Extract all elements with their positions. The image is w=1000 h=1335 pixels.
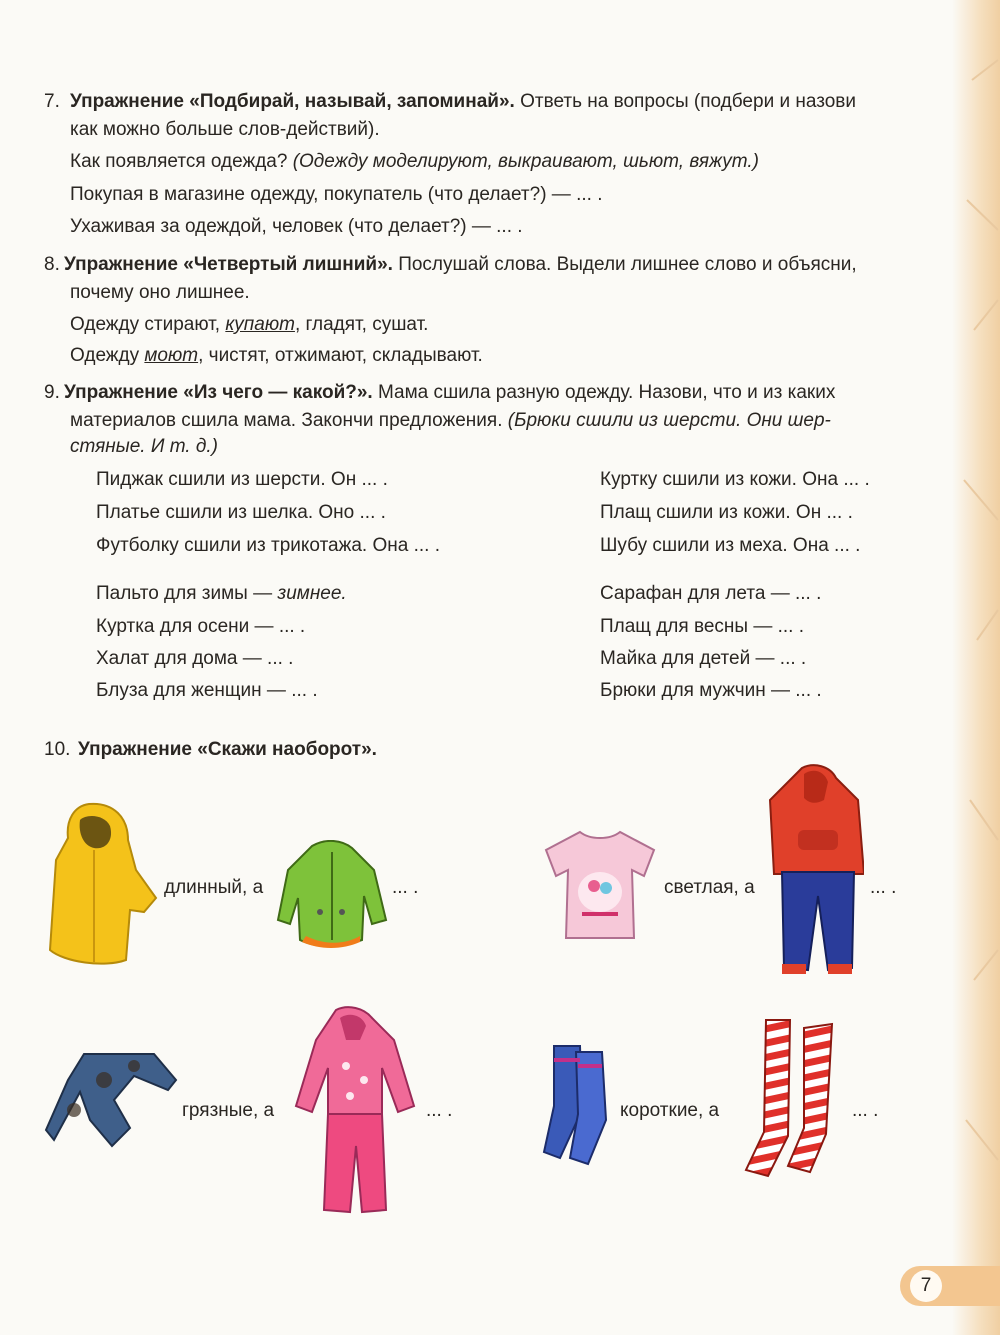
odd-word: купают xyxy=(225,314,295,335)
example-answer: (Одежду моделируют, выкраивают, шьют, вяжут.) xyxy=(292,151,759,172)
dirty-jeans-image xyxy=(44,1050,184,1150)
sentence: Майка для детей — ... . xyxy=(600,648,807,669)
exercise-number: 8. xyxy=(44,254,60,275)
example-answer: зимнее. xyxy=(277,583,347,604)
sentence: Куртку сшили из кожи. Она ... . xyxy=(600,469,870,490)
green-short-jacket-image xyxy=(276,840,388,952)
red-hoodie-and-blue-pants-image xyxy=(768,764,864,982)
exercise-number: 9. xyxy=(44,382,60,403)
sentence: Шубу сшили из меха. Она ... . xyxy=(600,535,861,556)
sentence: Брюки для мужчин — ... . xyxy=(600,680,822,701)
sentence: Пальто для зимы — зимнее. xyxy=(96,583,347,604)
short-blue-socks-image xyxy=(540,1040,618,1166)
exercise-instruction: Послушай слова. Выдели лишнее слово и объясни, xyxy=(398,254,857,275)
answer-blank: ... . xyxy=(392,877,419,898)
answer-blank: ... . xyxy=(426,1100,453,1121)
exercise-instruction: Ответь на вопросы (подбери и назови xyxy=(520,91,856,112)
question: Покупая в магазине одежду, покупатель (что делает?) — ... . xyxy=(70,184,603,205)
sentence: Куртка для осени — ... . xyxy=(96,616,306,637)
page-number: 7 xyxy=(910,1270,942,1302)
pink-snowsuit-image xyxy=(290,1006,420,1218)
exercise-number: 10. xyxy=(44,739,71,760)
example-answer-cont: стяные. И т. д.) xyxy=(70,436,218,457)
exercise-title: Упражнение «Подбирай, называй, запоминай». xyxy=(70,91,515,112)
odd-word: моют xyxy=(144,345,199,366)
decorative-page-edge xyxy=(952,0,1000,1335)
question: Как появляется одежда? xyxy=(70,151,288,172)
sentence: Футболку сшили из трикотажа. Она ... . xyxy=(96,535,440,556)
sentence: Плащ для весны — ... . xyxy=(600,616,805,637)
exercise-instruction-cont: как можно больше слов-действий). xyxy=(70,119,380,140)
page-number-badge xyxy=(900,1266,1000,1306)
word-line: Одежду моют, чистят, отжимают, складывают. xyxy=(70,345,483,366)
sentence: Плащ сшили из кожи. Он ... . xyxy=(600,502,853,523)
sentence: Блуза для женщин — ... . xyxy=(96,680,318,701)
long-striped-socks-image xyxy=(742,1016,846,1184)
exercise-title: Упражнение «Из чего — какой?». xyxy=(64,382,373,403)
sentence: Платье сшили из шелка. Оно ... . xyxy=(96,502,386,523)
yellow-long-raincoat-image xyxy=(44,800,159,972)
answer-blank: ... . xyxy=(852,1100,879,1121)
exercise-title: Упражнение «Скажи наоборот». xyxy=(78,739,377,760)
example-answer: (Брюки сшили из шерсти. Они шер- xyxy=(507,410,831,431)
answer-blank: ... . xyxy=(870,877,897,898)
exercise-title: Упражнение «Четвертый лишний». xyxy=(64,254,393,275)
word-line: Одежду стирают, купают, гладят, сушат. xyxy=(70,314,429,335)
adjective-prompt: грязные, а xyxy=(182,1100,275,1121)
adjective-prompt: светлая, а xyxy=(664,877,755,898)
exercise-instruction-cont: материалов сшила мама. Закончи предложения. xyxy=(70,410,503,431)
sentence: Пиджак сшили из шерсти. Он ... . xyxy=(96,469,388,490)
adjective-prompt: длинный, а xyxy=(164,877,264,898)
sentence: Халат для дома — ... . xyxy=(96,648,294,669)
exercise-instruction: Мама сшила разную одежду. Назови, что и из каких xyxy=(378,382,836,403)
adjective-prompt: короткие, а xyxy=(620,1100,720,1121)
exercise-instruction-cont: почему оно лишнее. xyxy=(70,282,250,303)
exercise-number: 7. xyxy=(44,91,60,112)
question: Ухаживая за одеждой, человек (что делает?) — ... . xyxy=(70,216,523,237)
sentence: Сарафан для лета — ... . xyxy=(600,583,822,604)
light-pink-tshirt-image xyxy=(540,828,660,943)
